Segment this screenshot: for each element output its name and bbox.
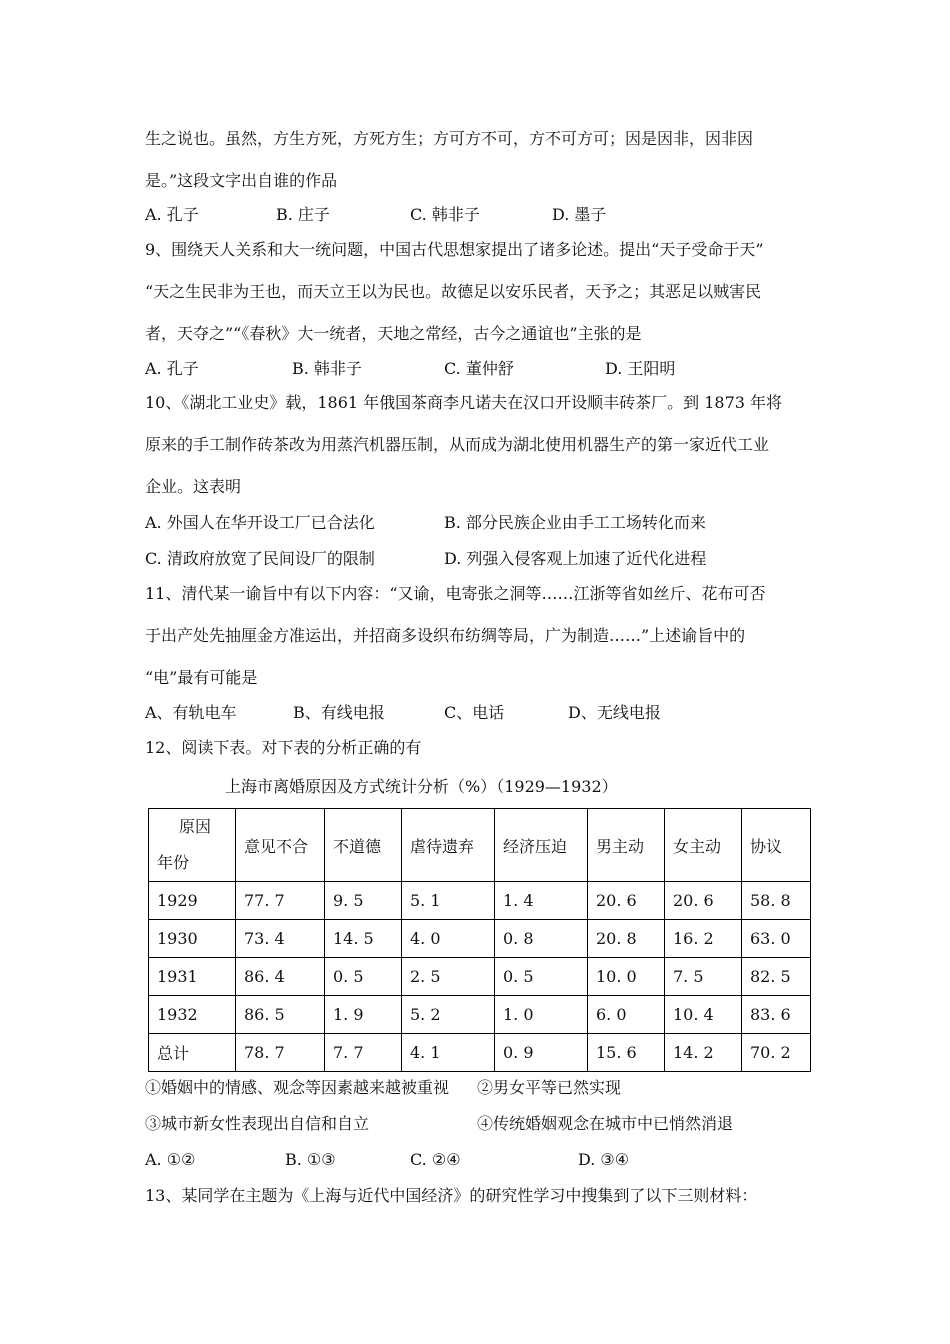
table-row bbox=[149, 882, 811, 920]
table-cell: 14. 5 bbox=[325, 920, 402, 958]
table-cell: 78. 7 bbox=[236, 1034, 325, 1072]
q10-text-line-1: 10、《湖北工业史》载，1861 年俄国茶商李凡诺夫在汉口开设顺丰砖茶厂。到 1873 年将 bbox=[145, 393, 783, 412]
table-cell: 9. 5 bbox=[325, 882, 402, 920]
q12-option-d: D. ③④ bbox=[578, 1150, 630, 1169]
table-cell: 20. 8 bbox=[588, 920, 665, 958]
table-row bbox=[149, 1034, 811, 1072]
table-cell: 5. 2 bbox=[402, 996, 495, 1034]
table-header-row bbox=[149, 809, 811, 882]
column-header: 男主动 bbox=[588, 809, 665, 882]
q9-option-a: A. 孔子 bbox=[145, 359, 199, 378]
table-cell: 总计 bbox=[149, 1034, 236, 1072]
table-cell: 63. 0 bbox=[742, 920, 811, 958]
table-cell: 0. 5 bbox=[495, 958, 588, 996]
table-cell: 4. 0 bbox=[402, 920, 495, 958]
q9-option-b: B. 韩非子 bbox=[292, 359, 362, 378]
column-header: 经济压迫 bbox=[495, 809, 588, 882]
table-cell: 20. 6 bbox=[665, 882, 742, 920]
table-cell: 15. 6 bbox=[588, 1034, 665, 1072]
q12-statement-1: ①婚姻中的情感、观念等因素越来越被重视 bbox=[145, 1078, 450, 1097]
table-cell: 86. 4 bbox=[236, 958, 325, 996]
table-cell: 82. 5 bbox=[742, 958, 811, 996]
table-cell: 1. 4 bbox=[495, 882, 588, 920]
table-cell: 1930 bbox=[149, 920, 236, 958]
q13-text-line-1: 13、某同学在主题为《上海与近代中国经济》的研究性学习中搜集到了以下三则材料： bbox=[145, 1186, 758, 1205]
table-cell: 1929 bbox=[149, 882, 236, 920]
q10-option-d: D. 列强入侵客观上加速了近代化进程 bbox=[444, 549, 707, 568]
column-header: 协议 bbox=[742, 809, 811, 882]
q12-statement-4: ④传统婚姻观念在城市中已悄然消退 bbox=[477, 1114, 734, 1133]
table-cell: 1932 bbox=[149, 996, 236, 1034]
q11-option-c: C、电话 bbox=[444, 703, 505, 722]
divorce-stats-table bbox=[148, 808, 811, 1072]
column-header: 不道德 bbox=[325, 809, 402, 882]
q8-text-line-2: 是。”这段文字出自谁的作品 bbox=[145, 171, 338, 190]
table-cell: 4. 1 bbox=[402, 1034, 495, 1072]
q9-text-line-2: “天之生民非为王也，而天立王以为民也。故德足以安乐民者，天予之；其恶足以贼害民 bbox=[145, 282, 762, 301]
q9-text-line-1: 9、围绕天人关系和大一统问题，中国古代思想家提出了诸多论述。提出“天子受命于天” bbox=[145, 240, 764, 259]
q12-text-line-1: 12、阅读下表。对下表的分析正确的有 bbox=[145, 738, 422, 757]
q9-option-d: D. 王阳明 bbox=[605, 359, 676, 378]
header-corner-bottom: 年份 bbox=[157, 853, 190, 872]
q12-option-a: A. ①② bbox=[145, 1150, 196, 1169]
header-corner-cell bbox=[149, 809, 236, 882]
q10-text-line-3: 企业。这表明 bbox=[145, 477, 242, 496]
q8-option-d: D. 墨子 bbox=[552, 205, 607, 224]
table-cell: 5. 1 bbox=[402, 882, 495, 920]
table-caption: 上海市离婚原因及方式统计分析（%）（1929—1932） bbox=[225, 777, 618, 796]
table-cell: 73. 4 bbox=[236, 920, 325, 958]
table-cell: 6. 0 bbox=[588, 996, 665, 1034]
table-cell: 83. 6 bbox=[742, 996, 811, 1034]
q10-option-b: B. 部分民族企业由手工工场转化而来 bbox=[444, 513, 706, 532]
q11-text-line-2: 于出产处先抽厘金方准运出，并招商多设织布纺绸等局，广为制造……”上述谕旨中的 bbox=[145, 626, 746, 645]
q12-option-b: B. ①③ bbox=[285, 1150, 336, 1169]
header-corner-top: 原因 bbox=[179, 817, 212, 836]
table-cell: 1. 9 bbox=[325, 996, 402, 1034]
table-row bbox=[149, 920, 811, 958]
q8-option-a: A. 孔子 bbox=[145, 205, 199, 224]
q9-option-c: C. 董仲舒 bbox=[444, 359, 514, 378]
column-header: 意见不合 bbox=[236, 809, 325, 882]
q11-option-d: D、无线电报 bbox=[568, 703, 661, 722]
q11-text-line-3: “电”最有可能是 bbox=[145, 668, 258, 687]
q11-option-b: B、有线电报 bbox=[293, 703, 385, 722]
table-cell: 58. 8 bbox=[742, 882, 811, 920]
table-cell: 70. 2 bbox=[742, 1034, 811, 1072]
table-cell: 7. 7 bbox=[325, 1034, 402, 1072]
q8-option-b: B. 庄子 bbox=[276, 205, 330, 224]
table-cell: 16. 2 bbox=[665, 920, 742, 958]
q12-option-c: C. ②④ bbox=[410, 1150, 461, 1169]
table-cell: 77. 7 bbox=[236, 882, 325, 920]
table-cell: 1. 0 bbox=[495, 996, 588, 1034]
table-cell: 1931 bbox=[149, 958, 236, 996]
column-header: 女主动 bbox=[665, 809, 742, 882]
q8-text-line-1: 生之说也。虽然，方生方死，方死方生；方可方不可，方不可方可；因是因非，因非因 bbox=[145, 129, 754, 148]
column-header: 虐待遗弃 bbox=[402, 809, 495, 882]
table-cell: 10. 0 bbox=[588, 958, 665, 996]
table-cell: 10. 4 bbox=[665, 996, 742, 1034]
q11-option-a: A、有轨电车 bbox=[145, 703, 237, 722]
table-cell: 0. 5 bbox=[325, 958, 402, 996]
table-cell: 0. 9 bbox=[495, 1034, 588, 1072]
table-cell: 0. 8 bbox=[495, 920, 588, 958]
q8-option-c: C. 韩非子 bbox=[410, 205, 480, 224]
table-cell: 20. 6 bbox=[588, 882, 665, 920]
q9-text-line-3: 者，天夺之”“《春秋》大一统者，天地之常经，古今之通谊也”主张的是 bbox=[145, 324, 642, 343]
table-cell: 7. 5 bbox=[665, 958, 742, 996]
q12-statement-2: ②男女平等已然实现 bbox=[477, 1078, 622, 1097]
table-row bbox=[149, 958, 811, 996]
table-row bbox=[149, 996, 811, 1034]
q10-text-line-2: 原来的手工制作砖茶改为用蒸汽机器压制，从而成为湖北使用机器生产的第一家近代工业 bbox=[145, 435, 770, 454]
q11-text-line-1: 11、清代某一谕旨中有以下内容：“又谕，电寄张之洞等……江浙等省如丝斤、花布可否 bbox=[145, 584, 766, 603]
q10-option-c: C. 清政府放宽了民间设厂的限制 bbox=[145, 549, 375, 568]
table-cell: 2. 5 bbox=[402, 958, 495, 996]
table-cell: 14. 2 bbox=[665, 1034, 742, 1072]
q10-option-a: A. 外国人在华开设工厂已合法化 bbox=[145, 513, 375, 532]
table-cell: 86. 5 bbox=[236, 996, 325, 1034]
q12-statement-3: ③城市新女性表现出自信和自立 bbox=[145, 1114, 370, 1133]
